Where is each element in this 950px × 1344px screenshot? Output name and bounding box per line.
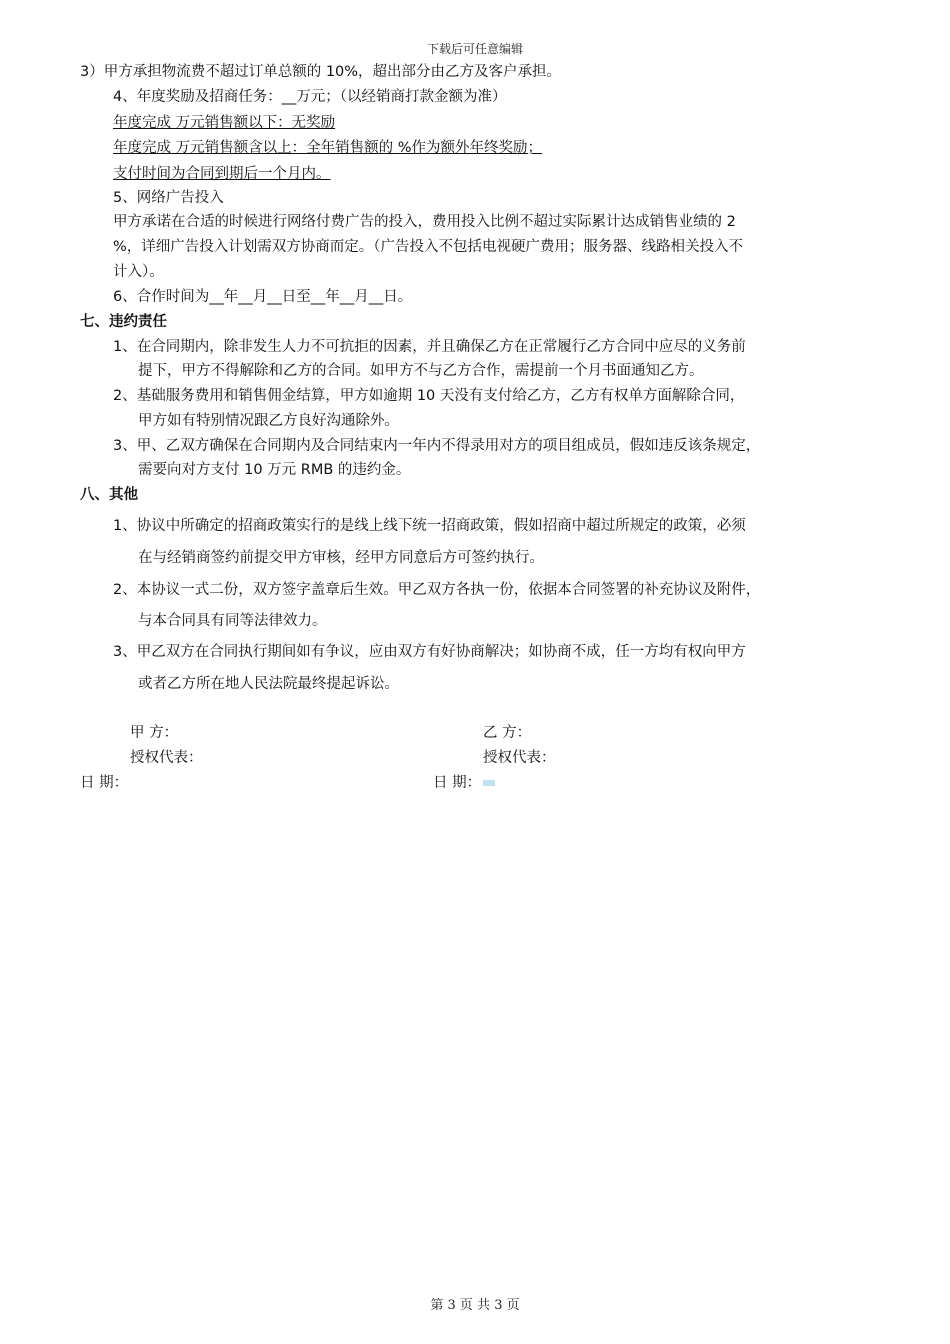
- liability-item-2-line-2: 甲方如有特别情况跟乙方良好沟通除外。: [138, 413, 399, 429]
- ads-text-line-3: 计入）。: [113, 264, 164, 280]
- party-a-representative: 授权代表：: [130, 750, 203, 766]
- liability-item-1-line-2: 提下，甲方不得解除和乙方的合同。如甲方不与乙方合作，需提前一个月书面通知乙方。: [138, 363, 704, 379]
- reward-tier-below: 年度完成 万元销售额以下：无奖励: [113, 115, 336, 131]
- other-item-2-line-2: 与本合同具有同等法律效力。: [138, 613, 327, 629]
- clause-logistics: 3）甲方承担物流费不超过订单总额的 10%，超出部分由乙方及客户承担。: [80, 64, 562, 80]
- reward-payment-time: 支付时间为合同到期后一个月内。: [113, 166, 331, 182]
- clause-annual-reward: 4、年度奖励及招商任务：__万元；（以经销商打款金额为准）: [113, 89, 507, 105]
- other-item-3-line-2: 或者乙方所在地人民法院最终提起诉讼。: [138, 676, 399, 692]
- text-cursor-marker: [483, 780, 495, 786]
- reward-tier-above: 年度完成 万元销售额含以上：全年销售额的 %作为额外年终奖励；: [113, 140, 542, 156]
- page-header: 下载后可任意编辑: [426, 42, 523, 56]
- section-heading-other: 八、其他: [80, 487, 138, 503]
- other-item-1-line-2: 在与经销商签约前提交甲方审核，经甲方同意后方可签约执行。: [138, 550, 544, 566]
- other-item-3-line-1: 3、甲乙双方在合同执行期间如有争议，应由双方有好协商解决；如协商不成，任一方均有权向甲方: [113, 644, 746, 660]
- party-a-date: 日 期：: [80, 775, 129, 791]
- liability-item-1-line-1: 1、在合同期内，除非发生人力不可抗拒的因素，并且确保乙方在正常履行乙方合同中应尽的义务前: [113, 339, 746, 355]
- party-b-date: 日 期：: [433, 775, 482, 791]
- ads-text-line-1: 甲方承诺在合适的时候进行网络付费广告的投入，费用投入比例不超过实际累计达成销售业绩的 2: [113, 214, 736, 230]
- other-item-2-line-1: 2、本协议一式二份，双方签字盖章后生效。甲乙双方各执一份，依据本合同签署的补充协议及附件，: [113, 582, 761, 598]
- section-heading-liability: 七、违约责任: [80, 314, 167, 330]
- liability-item-3-line-2: 需要向对方支付 10 万元 RMB 的违约金。: [138, 462, 411, 478]
- liability-item-2-line-1: 2、基础服务费用和销售佣金结算，甲方如逾期 10 天没有支付给乙方，乙方有权单方面解除合同，: [113, 388, 745, 404]
- clause-network-ads: 5、网络广告投入: [113, 190, 224, 206]
- page-footer: 第 3 页 共 3 页: [430, 1298, 520, 1313]
- ads-text-line-2: %，详细广告投入计划需双方协商而定。（广告投入不包括电视硬广费用；服务器、线路相关投入不: [113, 239, 744, 255]
- party-a-label: 甲 方：: [130, 725, 179, 741]
- clause-cooperation-time: 6、合作时间为__年__月__日至__年__月__日。: [113, 289, 413, 305]
- other-item-1-line-1: 1、协议中所确定的招商政策实行的是线上线下统一招商政策，假如招商中超过所规定的政策，必须: [113, 518, 746, 534]
- party-b-label: 乙 方：: [483, 725, 532, 741]
- party-b-date-row: [433, 773, 495, 793]
- liability-item-3-line-1: 3、甲、乙双方确保在合同期内及合同结束内一年内不得录用对方的项目组成员，假如违反该条规定，: [113, 438, 761, 454]
- party-b-representative: 授权代表：: [483, 750, 556, 766]
